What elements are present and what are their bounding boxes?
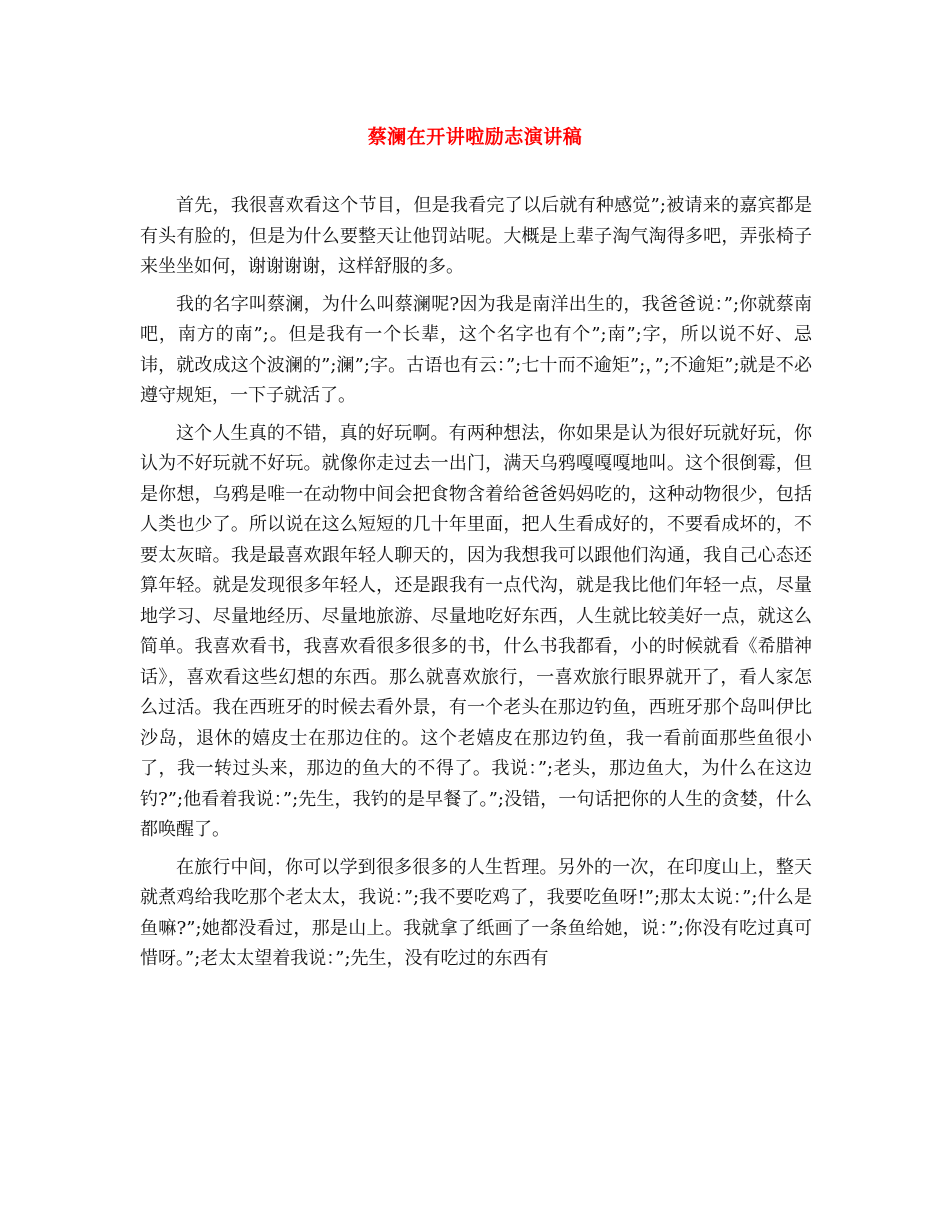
paragraph-2: 我的名字叫蔡澜，为什么叫蔡澜呢?因为我是南洋出生的，我爸爸说：”;你就蔡南吧，南方的南”;。但是我有一个长辈，这个名字也有个”;南”;字，所以说不好、忌讳，就改成这个波澜的”;澜”;字。古语也有云：”;七十而不逾矩”;，”;不逾矩”;就是不必遵守规矩，一下子就活了。 (140, 293, 812, 406)
document-title: 蔡澜在开讲啦励志演讲稿 (367, 126, 583, 148)
paragraph-4: 在旅行中间，你可以学到很多很多的人生哲理。另外的一次，在印度山上，整天就煮鸡给我吃那个老太太，我说：”;我不要吃鸡了，我要吃鱼呀!”;那太太说：”;什么是鱼嘛?”;她都没看过，那是山上。我就拿了纸画了一条鱼给她，说：”;你没有吃过真可惜呀。”;老太太望着我说：”;先生，没有吃过的东西有 (140, 856, 812, 969)
document-body (140, 191, 812, 982)
paragraph-3: 这个人生真的不错，真的好玩啊。有两种想法，你如果是认为很好玩就好玩，你认为不好玩就不好玩。就像你走过去一出门，满天乌鸦嘎嘎嘎地叫。这个很倒霉，但是你想，乌鸦是唯一在动物中间会把食物含着给爸爸妈妈吃的，这种动物很少，包括人类也少了。所以说在这么短短的几十年里面，把人生看成好的，不要看成坏的，不要太灰暗。我是最喜欢跟年轻人聊天的，因为我想我可以跟他们沟通，我自己心态还算年轻。就是发现很多年轻人，还是跟我有一点代沟，就是我比他们年轻一点，尽量地学习、尽量地经历、尽量地旅游、尽量地吃好东西，人生就比较美好一点，就这么简单。我喜欢看书，我喜欢看很多很多的书，什么书我都看，小的时候就看《希腊神话》，喜欢看这些幻想的东西。那么就喜欢旅行，一喜欢旅行眼界就开了，看人家怎么过活。我在西班牙的时候去看外景，有一个老头在那边钓鱼，西班牙那个岛叫伊比沙岛，退休的嬉皮士在那边住的。这个老嬉皮在那边钓鱼，我一看前面那些鱼很小了，我一转过头来，那边的鱼大的不得了。我说：”;老头，那边鱼大，为什么在这边钓?”;他看着我说：”;先生，我钓的是早餐了。”;没错，一句话把你的人生的贪婪，什么都唤醒了。 (140, 422, 812, 840)
paragraph-1: 首先，我很喜欢看这个节目，但是我看完了以后就有种感觉”;被请来的嘉宾都是有头有脸的，但是为什么要整天让他罚站呢。大概是上辈子淘气淘得多吧，弄张椅子来坐坐如何，谢谢谢谢，这样舒服的多。 (140, 195, 812, 277)
